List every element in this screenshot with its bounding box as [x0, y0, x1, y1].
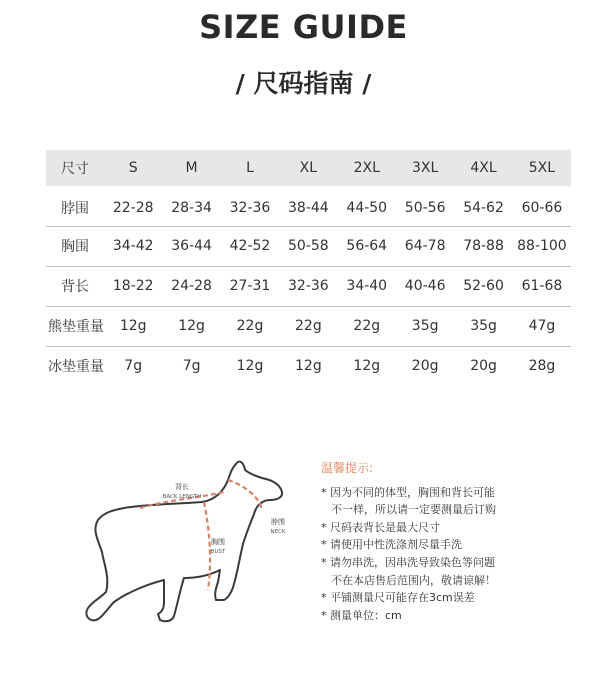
table-cell: 12g — [178, 318, 205, 334]
bust-label-en: BUST — [210, 549, 226, 555]
tip-item: * 平铺测量尺可能存在3cm误差 — [321, 591, 475, 605]
tip-item: 不在本店售后范围内，敬请谅解！ — [331, 573, 496, 587]
size-header: M — [185, 160, 198, 176]
table-cell: 36-44 — [171, 238, 212, 254]
neck-label: 脖围 — [271, 518, 285, 526]
table-cell: 54-62 — [463, 199, 504, 216]
table-row — [46, 226, 571, 266]
tip-item: * 尺码表背长是最大尺寸 — [321, 520, 440, 534]
table-cell: 22g — [236, 318, 264, 334]
tip-item: * 测量单位：cm — [321, 608, 402, 622]
table-cell: 32-36 — [288, 278, 329, 294]
table-cell: 27-31 — [229, 278, 271, 294]
row-label-bear-pad-weight: 熊垫重量 — [48, 319, 104, 335]
table-cell: 20g — [470, 358, 497, 375]
table-cell: 7g — [182, 358, 201, 375]
table-cell: 12g — [119, 318, 147, 334]
table-cell: 7g — [124, 358, 143, 375]
tip-item: * 因为不同的体型，胸围和背长可能 — [321, 485, 495, 499]
table-cell: 28-34 — [171, 199, 212, 216]
size-header: 3XL — [411, 160, 439, 176]
size-header: XL — [299, 160, 318, 176]
table-cell: 88-100 — [517, 238, 567, 254]
care-tips — [321, 460, 581, 624]
page-title: SIZE GUIDE — [199, 8, 408, 46]
table-row — [46, 266, 571, 306]
size-header: 4XL — [470, 160, 497, 176]
table-cell: 32-36 — [229, 199, 271, 216]
size-table — [46, 150, 571, 386]
back-length-label: 背长 — [175, 483, 189, 491]
table-cell: 64-78 — [404, 238, 446, 254]
size-corner-label: 尺寸 — [61, 161, 89, 177]
table-cell: 42-52 — [229, 238, 271, 254]
table-cell: 22-28 — [112, 199, 154, 216]
tips-title: 温馨提示: — [321, 461, 374, 475]
table-cell: 24-28 — [171, 278, 212, 294]
table-cell: 56-64 — [346, 238, 388, 254]
table-cell: 12g — [236, 358, 264, 375]
bust-line — [204, 502, 210, 590]
page-subtitle: / 尺码指南 / — [235, 69, 372, 98]
table-cell: 34-40 — [346, 278, 388, 294]
table-cell: 35g — [470, 318, 497, 334]
table-cell: 44-50 — [346, 199, 388, 216]
table-cell: 18-22 — [112, 278, 154, 294]
table-cell: 50-58 — [288, 238, 329, 254]
table-row — [46, 186, 571, 226]
table-cell: 22g — [295, 318, 322, 334]
tip-item: * 请勿串洗，因串洗导致染色等问题 — [321, 555, 495, 569]
size-header-row — [46, 150, 571, 186]
table-cell: 61-68 — [521, 278, 563, 294]
row-label-ice-pad-weight: 冰垫重量 — [48, 359, 104, 376]
table-cell: 22g — [353, 318, 381, 334]
table-cell: 60-66 — [521, 199, 563, 216]
size-header: 5XL — [528, 160, 556, 176]
table-cell: 38-44 — [288, 199, 329, 216]
size-header: S — [128, 160, 138, 176]
back-length-label-en: BACK LENGTH — [162, 494, 202, 500]
size-header: 2XL — [353, 160, 380, 176]
table-cell: 40-46 — [404, 278, 446, 294]
dog-measurement-diagram — [78, 452, 308, 632]
row-label-bust: 胸围 — [61, 239, 89, 255]
table-row — [46, 306, 571, 346]
table-row — [46, 346, 571, 386]
row-label-neck: 脖围 — [61, 200, 89, 217]
tip-item: * 请使用中性洗涤剂尽量手洗 — [321, 538, 462, 552]
table-cell: 35g — [411, 318, 439, 334]
row-label-back: 背长 — [61, 279, 89, 295]
size-header: L — [246, 160, 254, 176]
table-cell: 28g — [528, 358, 556, 375]
table-cell: 50-56 — [404, 199, 446, 216]
tip-item: 不一样，所以请一定要测量后订购 — [331, 503, 496, 517]
table-cell: 52-60 — [463, 278, 504, 294]
bust-label: 胸围 — [211, 538, 225, 546]
table-cell: 12g — [353, 358, 381, 375]
table-cell: 12g — [295, 358, 322, 375]
table-cell: 47g — [528, 318, 556, 334]
table-cell: 78-88 — [463, 238, 504, 254]
neck-line — [228, 480, 262, 510]
table-cell: 20g — [411, 358, 439, 375]
table-cell: 34-42 — [112, 238, 154, 254]
neck-label-en: NECK — [270, 529, 286, 535]
